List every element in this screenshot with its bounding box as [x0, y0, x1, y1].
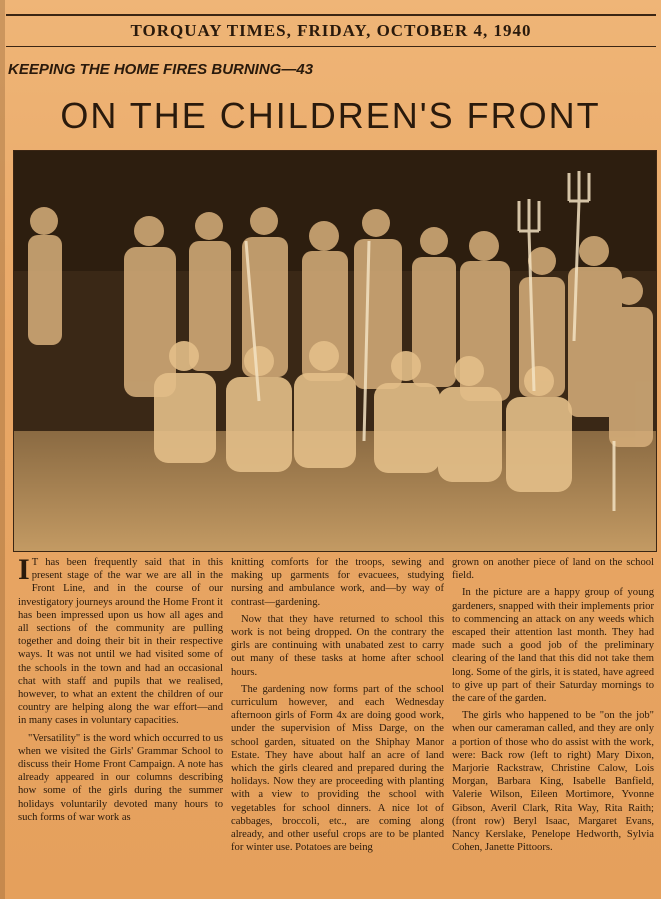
paragraph: Now that they have returned to school this work is not being dropped. On the contrary the girls are continuing with unabated zest to carry out many of these tasks at home after school hours. — [231, 613, 444, 678]
series-kicker: KEEPING THE HOME FIRES BURNING—43 — [8, 61, 314, 78]
article-column-2 — [231, 556, 444, 888]
paragraph: knitting comforts for the troops, sewing and making up garments for evacuees, studying nursing and ambulance work, and—by way of contrast—gardening. — [231, 557, 444, 608]
masthead-text: TORQUAY TIMES, FRIDAY, OCTOBER 4, 1940 — [130, 21, 532, 40]
article-column-3 — [452, 556, 654, 888]
group-photo-illustration — [14, 151, 656, 551]
headline: ON THE CHILDREN'S FRONT — [60, 95, 601, 136]
paragraph: grown on another piece of land on the school field. — [452, 557, 654, 582]
drop-cap: I — [18, 556, 30, 586]
paragraph: The gardening now forms part of the school curriculum however, and each Wednesday afternoon girls of Form 4x are doing good work, under the supervision of Miss Darge, on the school garden, situated on the Shiphay Manor Estate. They have about half an acre of land which the girls cleared and prepared during the holidays. Now they are proceeding with planting with a view to providing the school with vegetables for school dinners. A nice lot of cabbages, broccoli, etc., are coming along already, and other useful crops are to be planted for winter use. Potatoes are being — [231, 683, 444, 854]
paragraph: The girls who happened to be "on the job" when our cameraman called, and they are only a portion of those who do assist with the work, were: Back row (left to right) Mary Dixon, Marjorie Rackstraw, Christine Calow, Lois Morgan, Barbara King, Isabelle Banfield, Valerie Wilson, Eileen Mortimore, Yvonne Gibson, Averil Clark, Rita Way, Rita Raith; (front row) Beryl Isaac, Margaret Evans, Nancy Kerslake, Penelope Hedworth, Sylvia Cohen, Janette Pittoors. — [452, 710, 654, 854]
article-body — [18, 556, 654, 888]
paragraph: "Versatility" is the word which occurred to us when we visited the Girls' Grammar School to discuss their Home Front Campaign. A note has already appeared in our columns describing how some of the girls during the summer holidays voluntarily devoted many hours to such forms of war work as — [18, 732, 223, 823]
paragraph: In the picture are a happy group of young gardeners, snapped with their implements prior to commencing an attack on any weeds which escaped their attention last month. They had made such a good job of the preliminary clearing of the land that this did not take them long. Some of the girls, it is stated, have agreed to give up part of their Saturday mornings to the care of the garden. — [452, 587, 654, 705]
article-column-1 — [18, 556, 223, 888]
group-photo — [13, 150, 657, 552]
paragraph: I T has been frequently said that in this present stage of the war we are all in the Front Line, and in the course of our investigatory journeys around the Home Front it has been impressed upon us how all ages and all sections of the community are pulling together and doing their bit in their respective ways. It was not until we had visited some of the schools in the town and had an occasional chat with staff and pupils that we realised, however, to what an extent the children of our country are helping along the war effort—and in many cases in voluntary capacities. — [18, 556, 223, 727]
masthead — [6, 14, 656, 47]
